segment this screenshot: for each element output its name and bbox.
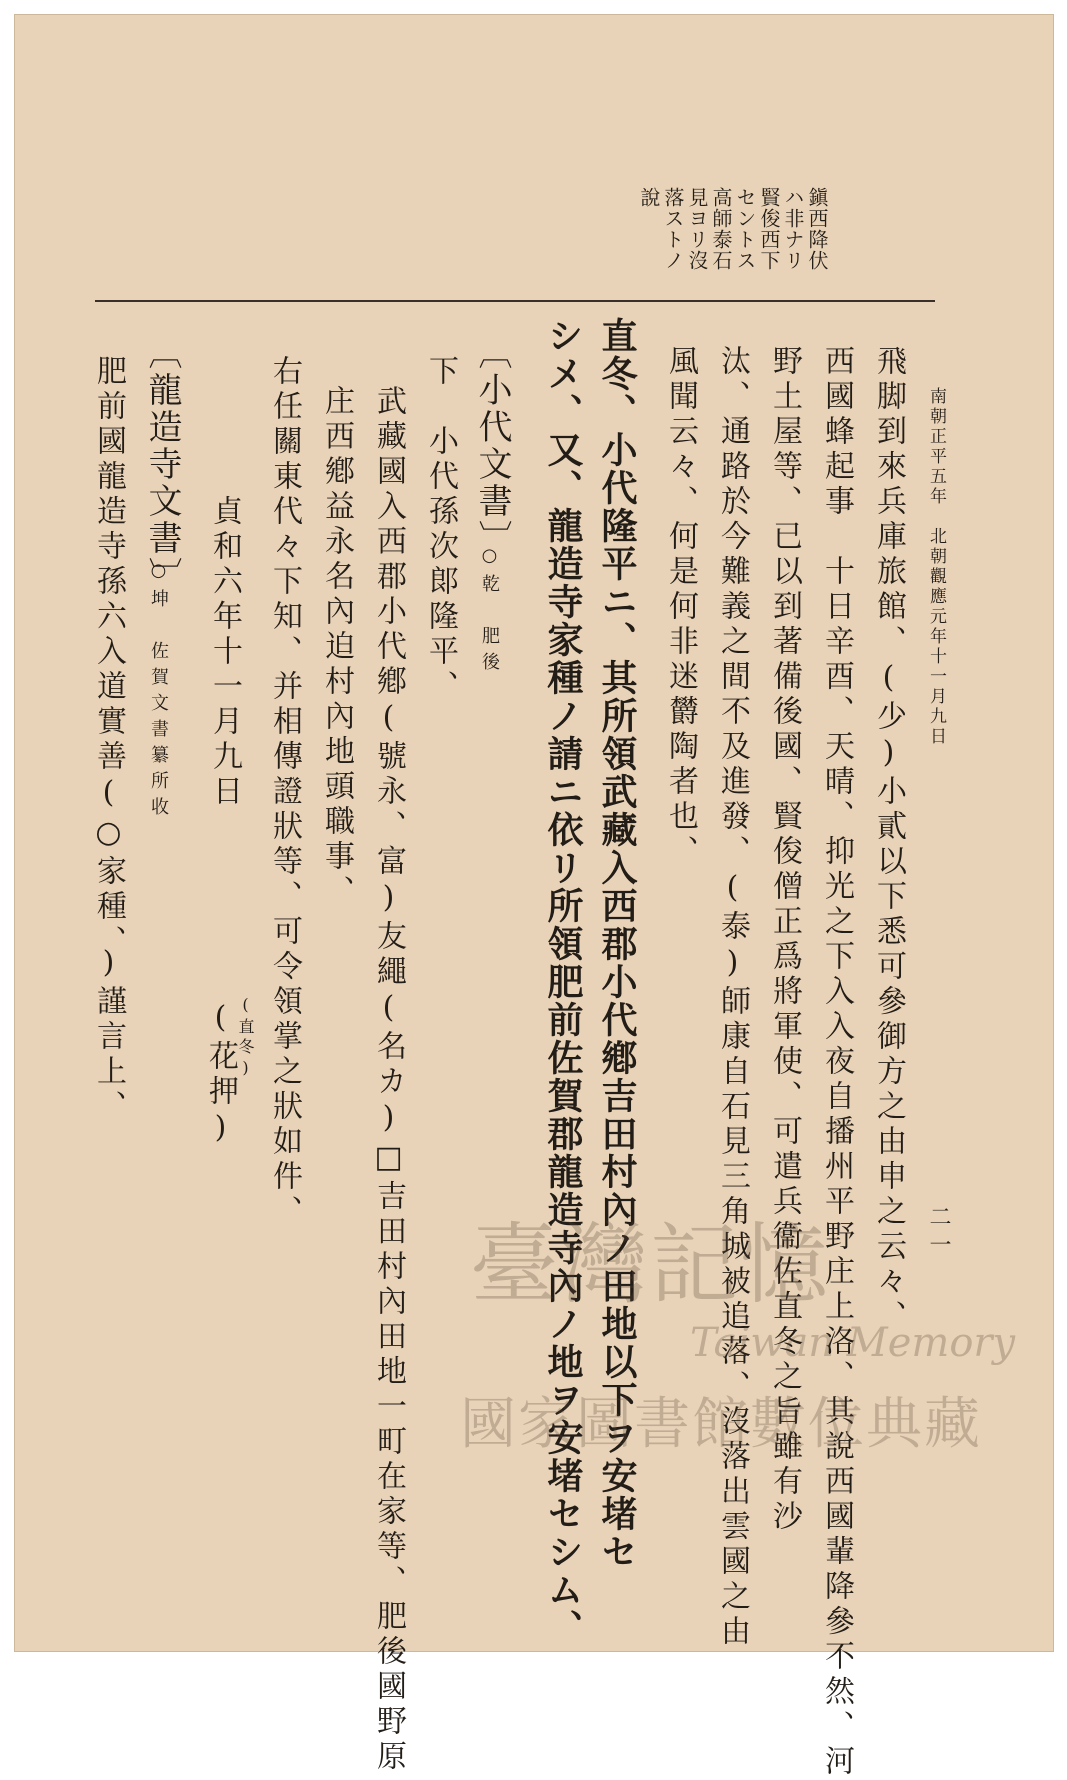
- marginal-note-line: セントス: [733, 187, 757, 271]
- watermark-chinese: 國家圖書館數位典藏: [460, 1392, 982, 1457]
- marginal-note-line: 高師泰石: [709, 187, 733, 271]
- marginal-note-line: 見ヨリ沒: [685, 187, 709, 271]
- header-rule: [95, 300, 935, 302]
- page-number: 二一: [926, 1205, 951, 1261]
- source-title: 〔龍造寺文書〕: [142, 335, 182, 594]
- source-title: 〔小代文書〕: [472, 335, 512, 557]
- watermark-calligraphy: 臺灣記憶: [470, 1213, 831, 1316]
- document-line: 肥前國龍造寺孫六入道實善(○家種、)謹言上、: [91, 355, 126, 1125]
- marginal-note-line: 說: [637, 187, 661, 208]
- marginal-note-line: ハ非ナリ: [781, 187, 805, 271]
- signature-annotation: (直冬): [236, 995, 255, 1081]
- marginal-note-line: 落ストノ: [661, 187, 685, 271]
- marginal-note-line: 賢俊西下: [757, 187, 781, 271]
- document-date: 貞和六年十一月九日: [207, 495, 242, 810]
- document-line: 右任關東代々下知、并相傳證狀等、可令領掌之狀如件、: [267, 355, 302, 1230]
- watermark-english: Taiwan Memory: [690, 1320, 1016, 1366]
- text-line: 飛脚到來兵庫旅館、(少)小貳以下悉可參御方之由申之云々、: [871, 345, 906, 1335]
- document-line: 庄西鄕益永名內迫村內地頭職事、: [319, 385, 354, 910]
- signature: (花押): [203, 1000, 238, 1150]
- summary-line: シメ、又、龍造寺家種ノ請ニ依リ所領肥前佐賀郡龍造寺內ノ地ヲ安堵セシム、: [542, 317, 584, 1647]
- document-line: 武藏國入西郡小代鄕(號永、富)友繩(名カ)□吉田村內田地一町在家等、肥後國野原: [371, 385, 406, 1775]
- document-line: 下 小代孫次郞隆平、: [423, 355, 458, 705]
- text-line: 風聞云々、何是何非迷欝陶者也、: [663, 345, 698, 870]
- text-line: 西國蜂起事 十日辛酉、天晴、抑光之下入入夜自播州平野庄上洛、其說西國輩降參不然、河: [819, 345, 854, 1780]
- marginal-note-line: 鎭西降伏: [805, 187, 829, 271]
- document-page: [14, 14, 1054, 1780]
- summary-line: 直冬、小代隆平ニ、其所領武藏入西郡小代鄕吉田村內ノ田地以下ヲ安堵セ: [596, 317, 638, 1571]
- library-watermark: [460, 1155, 1016, 1635]
- text-line: 野土屋等、已以到著備後國、賢俊僧正爲將軍使、可遣兵衞佐直冬之旨雖有沙: [767, 345, 802, 1535]
- source-note: ○乾 肥後: [479, 545, 500, 678]
- source-note: ○坤 佐賀文書纂所收: [148, 560, 169, 823]
- text-line: 汰、通路於今難義之間不及進發、(泰)師康自石見三角城被追落、沒落出雲國之由: [715, 345, 750, 1650]
- running-header: 南朝正平五年 北朝觀應元年十一月九日: [926, 387, 946, 747]
